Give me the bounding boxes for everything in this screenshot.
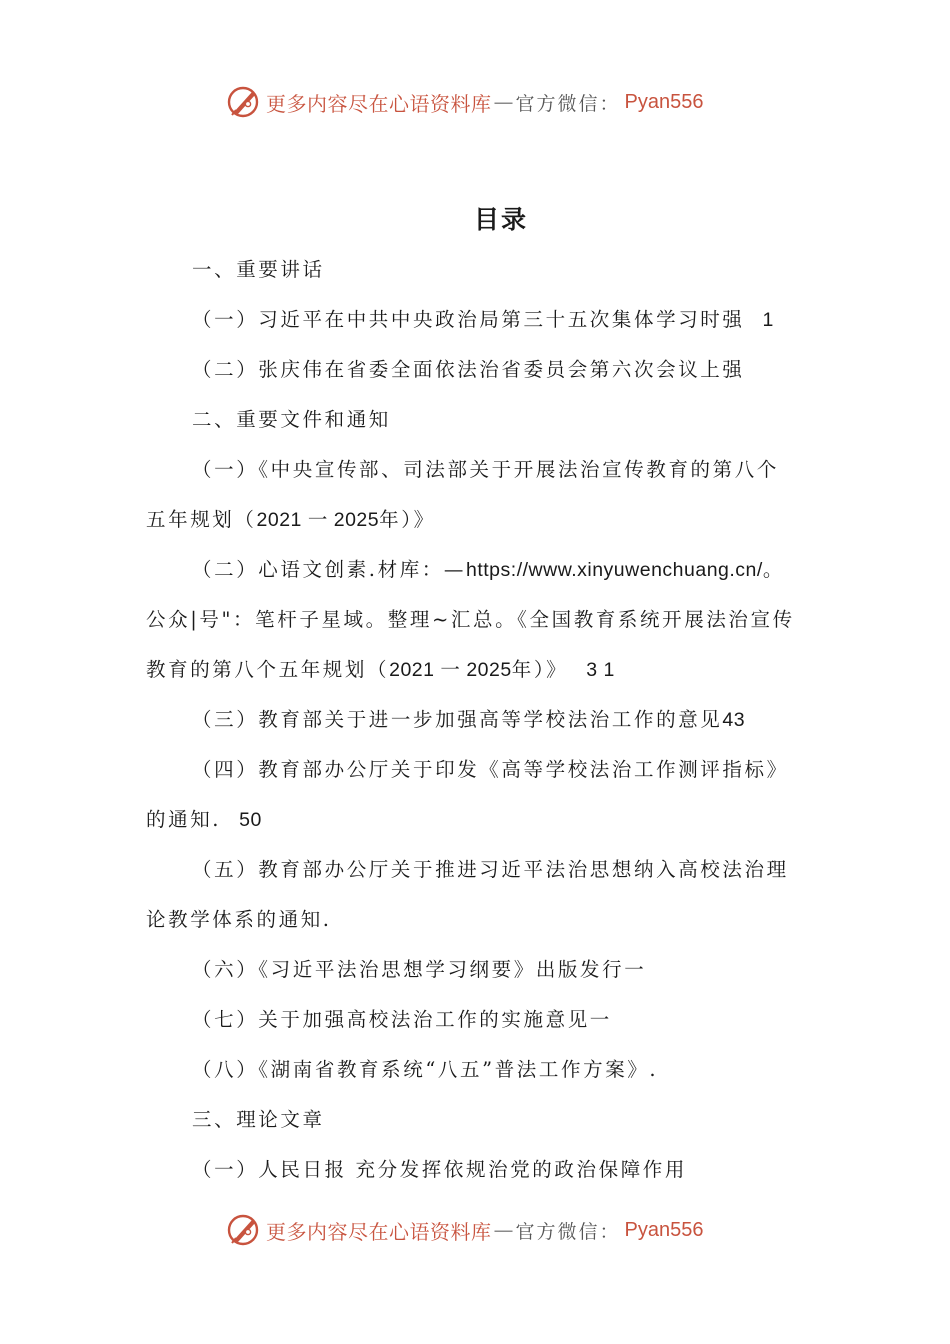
toc-line [146, 800, 810, 850]
toc-line-text: （六）《习近平法治思想学习纲要》出版发行一 [192, 958, 647, 981]
toc-page-number: 1 [762, 309, 774, 331]
toc-line [146, 650, 810, 700]
watermark-wechat-label: 官方微信： [515, 1220, 621, 1243]
toc-line-text: （一）习近平在中共中央政治局第三十五次集体学习时强 [192, 308, 745, 331]
toc-line-text: （二）心语文创素.材库：— [192, 558, 466, 581]
quill-pen-logo-icon [226, 84, 262, 120]
toc-line [146, 550, 810, 600]
watermark-wechat-id: Pyan556 [624, 90, 704, 113]
toc-line-tail: 年）》 [511, 658, 569, 681]
toc-line-text: 的通知. [146, 808, 222, 831]
toc-line [146, 250, 810, 300]
toc-line-latin: 2021 一 2025 [389, 659, 512, 681]
footer-watermark [226, 1210, 703, 1250]
watermark-brand: 更多内容尽在心语资料库 [266, 91, 492, 116]
toc-line [146, 400, 810, 450]
toc-line [146, 500, 810, 550]
toc-line-text: （五）教育部办公厅关于推进习近平法治思想纳入高校法治理 [192, 858, 789, 881]
toc-line-text: （七）关于加强高校法治工作的实施意见一 [192, 1008, 612, 1031]
toc-page-number: 50 [239, 809, 262, 831]
toc-line [146, 600, 810, 650]
toc-line-text: （二）张庆伟在省委全面依法治省委员会第六次会议上强 [192, 358, 745, 381]
toc-line-latin: 2021 一 2025 [256, 509, 380, 531]
toc-line-text: （三）教育部关于进一步加强高等学校法治工作的意见 [192, 708, 723, 731]
toc-line [146, 1000, 810, 1050]
watermark-dash: — [493, 90, 514, 114]
toc-line [146, 300, 810, 350]
toc-line-text: 公众|号"：笔杆子星域。整理~汇总。《全国教育系统开展法治宣传 [146, 608, 795, 631]
toc-line-text: 教育的第八个五年规划（ [146, 658, 390, 681]
quill-pen-logo-icon [226, 1212, 262, 1248]
toc-line-text: 三、理论文章 [192, 1108, 325, 1131]
watermark-wechat-label: 官方微信： [515, 92, 621, 115]
document-title: 目录 [473, 205, 528, 234]
toc-line [146, 1150, 810, 1200]
toc-line [146, 950, 810, 1000]
table-of-contents [146, 250, 810, 1200]
toc-line-text: （八）《湖南省教育系统“八五”普法工作方案》. [192, 1058, 659, 1081]
watermark-wechat-id: Pyan556 [624, 1218, 704, 1241]
toc-page-number: 3 1 [586, 659, 615, 681]
toc-line [146, 1050, 810, 1100]
watermark-brand: 更多内容尽在心语资料库 [266, 1219, 492, 1244]
toc-line [146, 850, 810, 900]
toc-line-latin: 43 [722, 709, 746, 731]
toc-line-text: 五年规划（ [146, 508, 257, 531]
toc-line-text: （一）人民日报 充分发挥依规治党的政治保障作用 [192, 1158, 687, 1181]
toc-line-tail: 年）》 [379, 508, 436, 531]
toc-line-latin: https://www.xinyuwenchuang.cn/ [466, 559, 763, 581]
toc-line [146, 350, 810, 400]
toc-line-text: （一）《中央宣传部、司法部关于开展法治宣传教育的第八个 [192, 458, 779, 481]
toc-line [146, 1100, 810, 1150]
header-watermark [226, 82, 703, 122]
toc-line [146, 700, 810, 750]
watermark-dash: — [493, 1218, 514, 1242]
toc-line-text: 论教学体系的通知. [146, 908, 332, 931]
toc-line [146, 750, 810, 800]
toc-line-text: 二、重要文件和通知 [192, 408, 391, 431]
toc-line-tail: 。 [762, 558, 785, 581]
toc-line [146, 900, 810, 950]
toc-line-text: 一、重要讲话 [192, 258, 325, 281]
toc-line-text: （四）教育部办公厅关于印发《高等学校法治工作测评指标》 [192, 758, 789, 781]
toc-line [146, 450, 810, 500]
